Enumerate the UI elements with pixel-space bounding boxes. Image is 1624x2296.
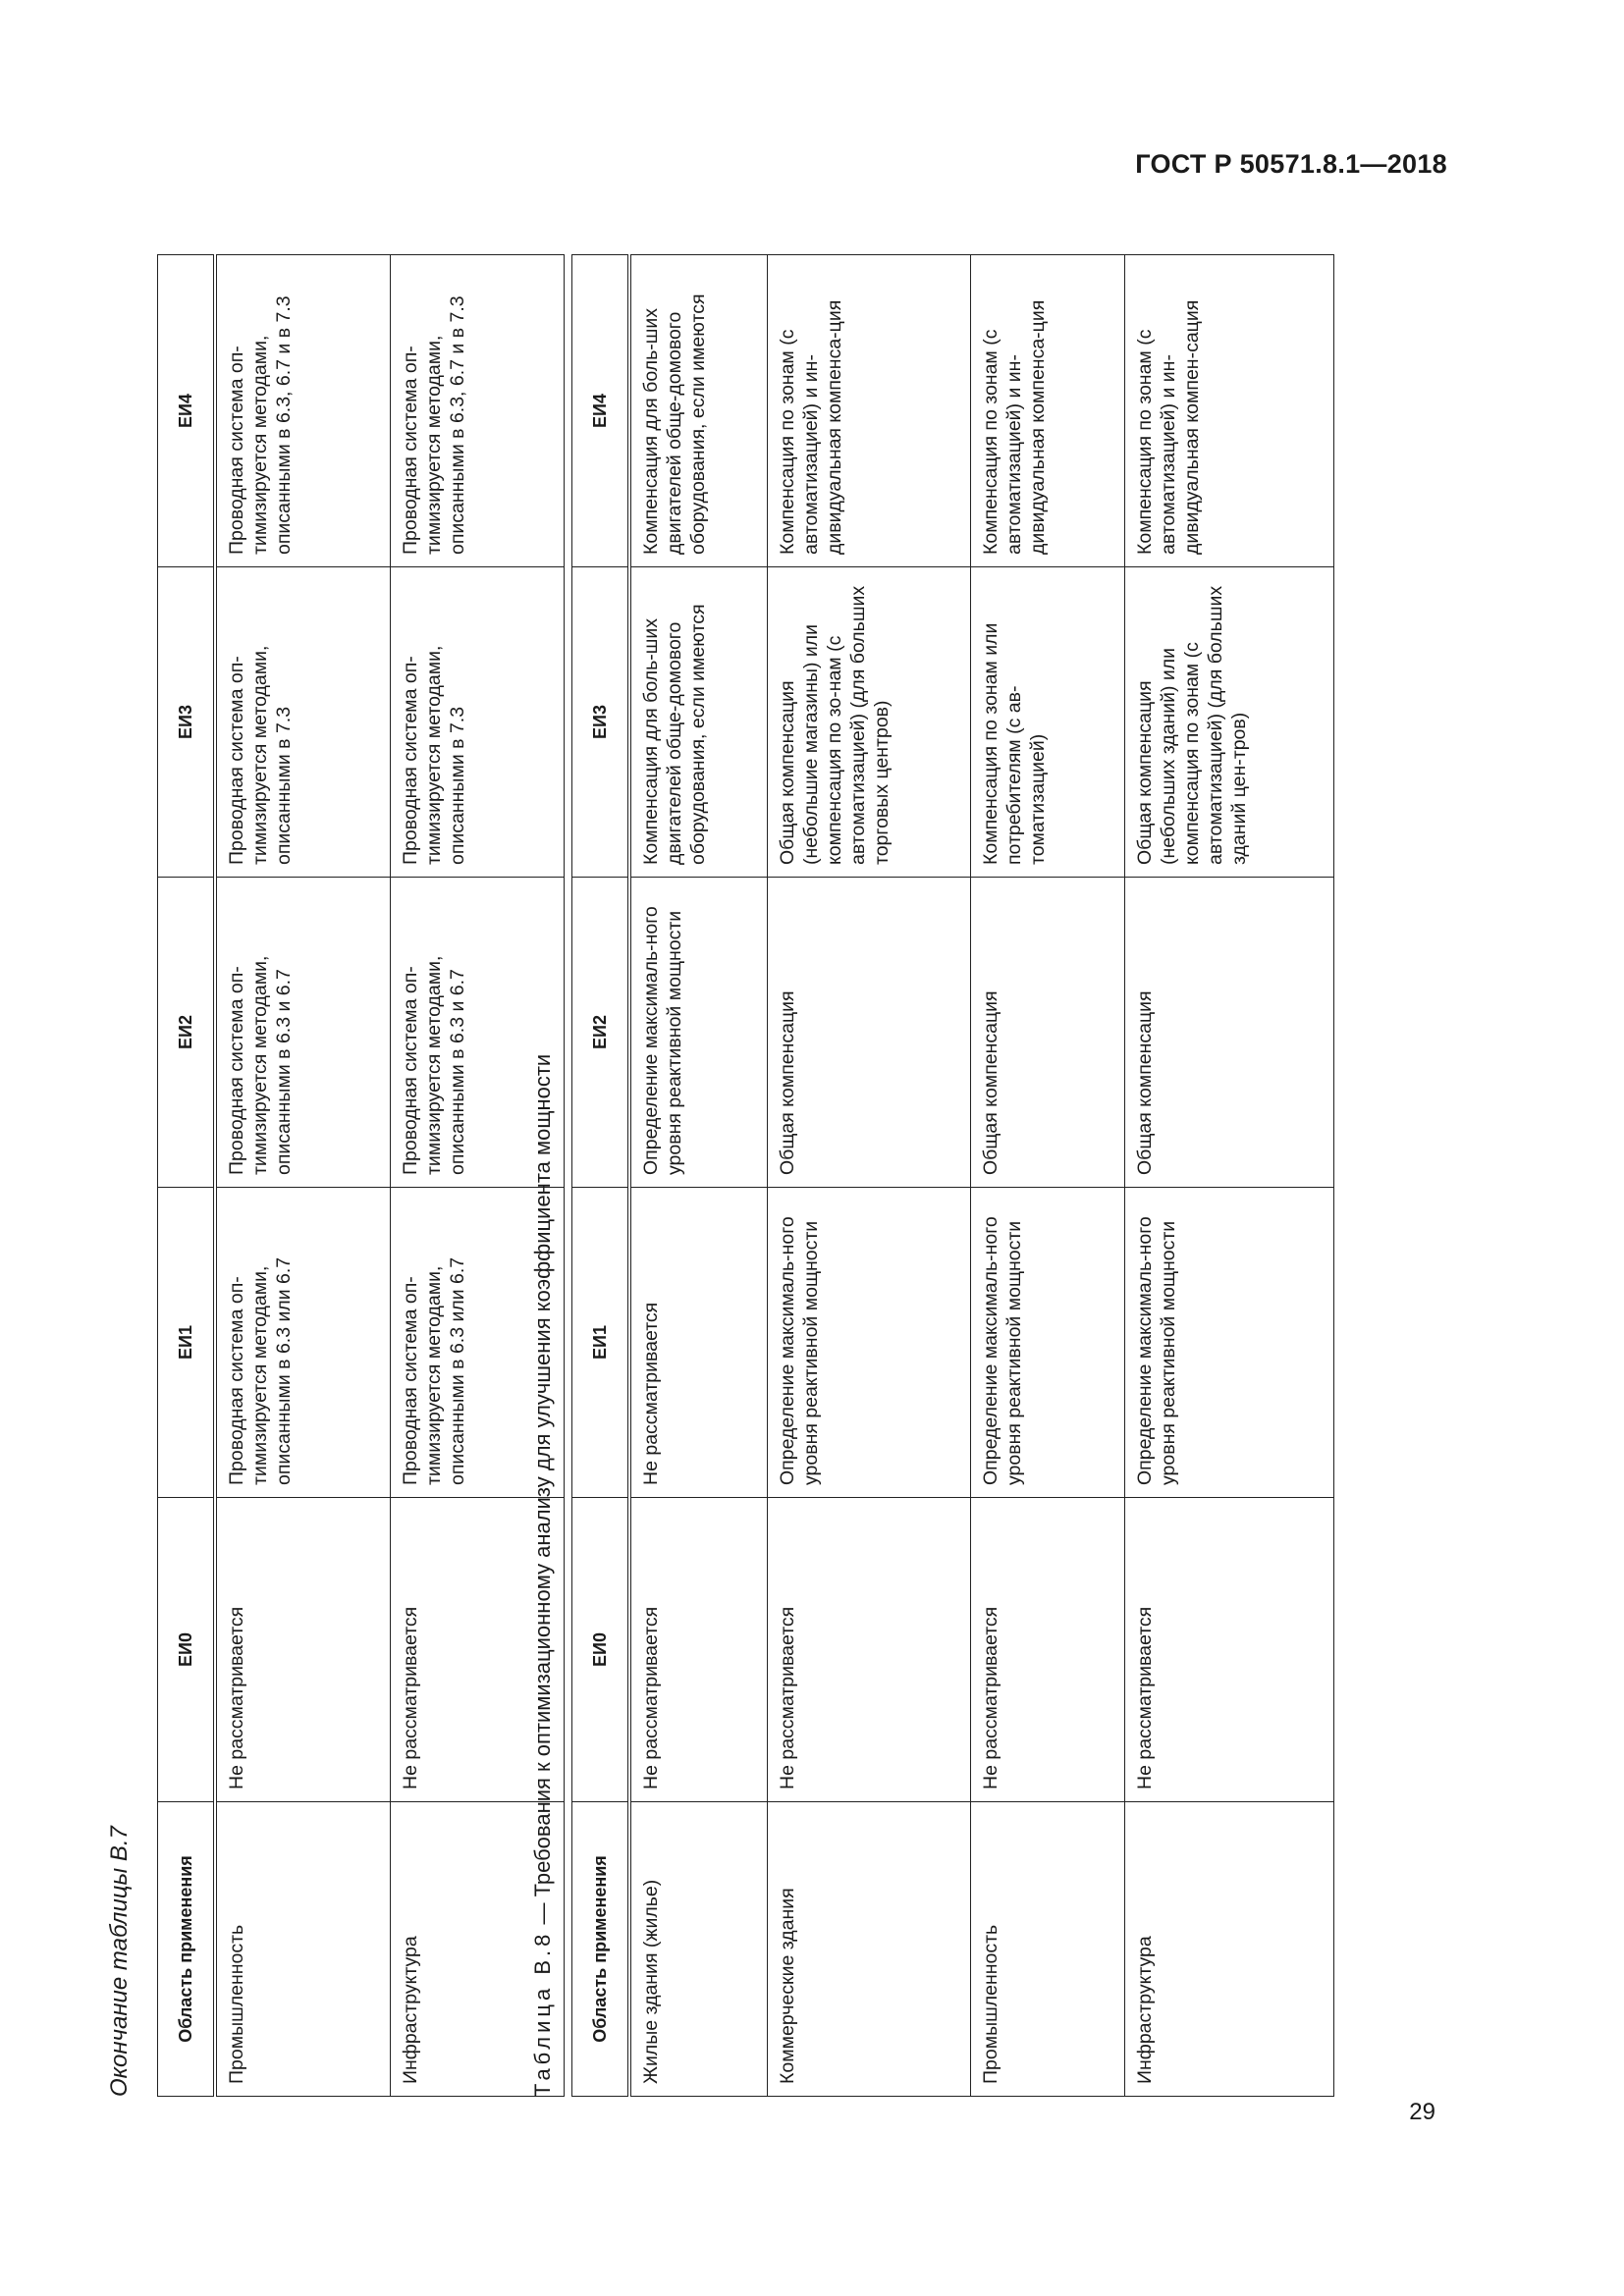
cell-ei1: Проводная система оп-тимизируется методами, описанными в 6.3 или 6.7: [391, 1188, 565, 1498]
cell-ei3: Общая компенсация (небольшие магазины) или компенсация по зо-нам (с автоматизацией) (для больших торговых центров): [768, 567, 971, 878]
cell-area: Промышленность: [971, 1802, 1125, 2097]
cell-ei2: Общая компенсация: [971, 878, 1125, 1188]
cell-ei3: Компенсация для боль-ших двигателей обще-домового оборудования, если имеются: [629, 567, 768, 878]
column-header-ei1: ЕИ1: [158, 1188, 216, 1498]
cell-ei1: Определение максималь-ного уровня реактивной мощности: [1125, 1188, 1334, 1498]
cell-area: Промышленность: [215, 1802, 391, 2097]
table-header-row: [158, 255, 216, 2097]
cell-ei0: Не рассматривается: [971, 1498, 1125, 1802]
cell-area: Инфраструктура: [391, 1802, 565, 2097]
cell-ei0: Не рассматривается: [768, 1498, 971, 1802]
cell-ei0: Не рассматривается: [215, 1498, 391, 1802]
table-row: [971, 255, 1125, 2097]
cell-ei2: Общая компенсация: [1125, 878, 1334, 1188]
cell-ei4: Компенсация по зонам (с автоматизацией) и ин-дивидуальная компенса-ция: [971, 255, 1125, 567]
cell-area: Жилые здания (жилье): [629, 1802, 768, 2097]
column-header-ei1: ЕИ1: [572, 1188, 630, 1498]
cell-ei2: Определение максималь-ного уровня реактивной мощности: [629, 878, 768, 1188]
table-header-row: [572, 255, 630, 2097]
cell-ei4: Проводная система оп-тимизируется методами, описанными в 6.3, 6.7 и в 7.3: [215, 255, 391, 567]
page-number: 29: [1409, 2099, 1435, 2125]
table-row: [768, 255, 971, 2097]
rotated-page-content: [106, 153, 1441, 2097]
table-b7-continuation-caption: Окончание таблицы В.7: [106, 1826, 133, 2097]
column-header-ei4: ЕИ4: [572, 255, 630, 567]
column-header-ei2: ЕИ2: [572, 878, 630, 1188]
standard-designation: ГОСТ Р 50571.8.1—2018: [1135, 149, 1447, 179]
table-b7-end: [157, 254, 565, 2097]
table-row: [1125, 255, 1334, 2097]
cell-ei3: Проводная система оп-тимизируется методами, описанными в 7.3: [215, 567, 391, 878]
cell-ei0: Не рассматривается: [1125, 1498, 1334, 1802]
column-header-ei0: ЕИ0: [158, 1498, 216, 1802]
column-header-ei4: ЕИ4: [158, 255, 216, 567]
column-header-ei3: ЕИ3: [158, 567, 216, 878]
cell-ei4: Компенсация по зонам (с автоматизацией) и ин-дивидуальная компенса-ция: [768, 255, 971, 567]
column-header-ei3: ЕИ3: [572, 567, 630, 878]
cell-ei0: Не рассматривается: [629, 1498, 768, 1802]
column-header-area: Область применения: [572, 1802, 630, 2097]
cell-ei4: Компенсация по зонам (с автоматизацией) и ин-дивидуальная компен-сация: [1125, 255, 1334, 567]
cell-ei2: Проводная система оп-тимизируется методами, описанными в 6.3 и 6.7: [391, 878, 565, 1188]
cell-ei2: Общая компенсация: [768, 878, 971, 1188]
table-b8: [571, 254, 1334, 2097]
cell-ei4: Компенсация для боль-ших двигателей обще-домового оборудования, если имеются: [629, 255, 768, 567]
table-row: [629, 255, 768, 2097]
table-b8-caption-label: Таблица В.8: [530, 1930, 555, 2097]
cell-area: Коммерческие здания: [768, 1802, 971, 2097]
cell-ei1: Определение максималь-ного уровня реактивной мощности: [768, 1188, 971, 1498]
column-header-ei2: ЕИ2: [158, 878, 216, 1188]
cell-ei1: Определение максималь-ного уровня реактивной мощности: [971, 1188, 1125, 1498]
table-row: [215, 255, 391, 2097]
cell-ei3: Компенсация по зонам или потребителям (с ав-томатизацией): [971, 567, 1125, 878]
cell-ei4: Проводная система оп-тимизируется методами, описанными в 6.3, 6.7 и в 7.3: [391, 255, 565, 567]
cell-ei3: Общая компенсация (небольших зданий) или компенсация по зонам (с автоматизацией) (для больших зданий цен-тров): [1125, 567, 1334, 878]
cell-ei1: Проводная система оп-тимизируется методами, описанными в 6.3 или 6.7: [215, 1188, 391, 1498]
cell-ei3: Проводная система оп-тимизируется методами, описанными в 7.3: [391, 567, 565, 878]
cell-area: Инфраструктура: [1125, 1802, 1334, 2097]
column-header-ei0: ЕИ0: [572, 1498, 630, 1802]
table-b8-caption: [530, 1054, 556, 2097]
table-b8-caption-text: — Требования к оптимизационному анализу для улучшения коэффициента мощности: [530, 1053, 555, 1925]
column-header-area: Область применения: [158, 1802, 216, 2097]
cell-ei0: Не рассматривается: [391, 1498, 565, 1802]
cell-ei1: Не рассматривается: [629, 1188, 768, 1498]
cell-ei2: Проводная система оп-тимизируется методами, описанными в 6.3 и 6.7: [215, 878, 391, 1188]
